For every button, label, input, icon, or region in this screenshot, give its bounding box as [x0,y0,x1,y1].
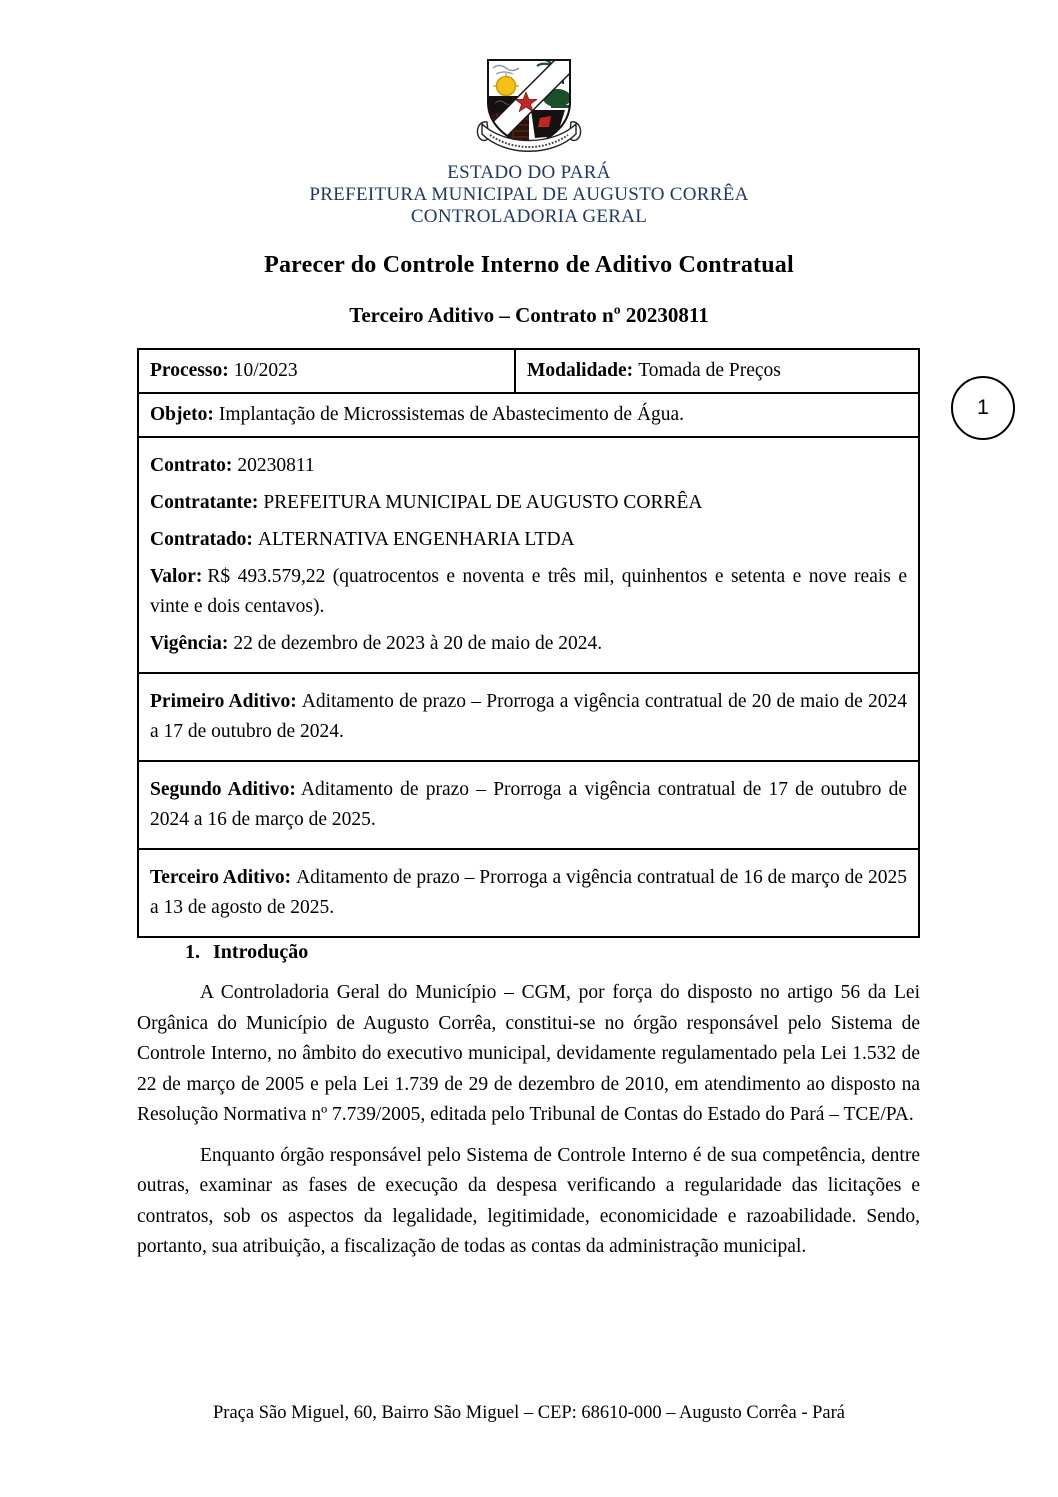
objeto-value: Implantação de Microssistemas de Abastecimento de Água. [218,404,685,425]
table-row-terceiro-aditivo [138,849,919,937]
page-number: 1 [977,396,989,419]
contratado-line [150,525,907,555]
page-footer: Praça São Miguel, 60, Bairro São Miguel – CEP: 68610-000 – Augusto Corrêa - Pará [213,1403,845,1423]
modalidade-value: Tomada de Preços [638,360,781,381]
section-number: 1. [185,941,200,963]
terceiro-aditivo-label: Terceiro Aditivo: [150,867,292,888]
segundo-aditivo-line [150,775,907,835]
intro-paragraph-1: A Controladoria Geral do Município – CGM, por força do disposto no artigo 56 da Lei Orgânica do Município de Augusto Corrêa, constitui-se no órgão responsável pelo Sistema de Controle Interno, no âmbito do executivo municipal, devidamente regulamentado pela Lei 1.532 de 22 de março de 2005 e pela Lei 1.739 de 29 de dezembro de 2010, em atendimento ao disposto na Resolução Normativa nº 7.739/2005, editada pelo Tribunal de Contas do Estado do Pará – TCE/PA. [137,982,920,1125]
primeiro-aditivo-label: Primeiro Aditivo: [150,691,297,712]
valor-value: R$ 493.579,22 (quatrocentos e noventa e três mil, quinhentos e setenta e nove reais e vinte e dois centavos). [150,566,907,617]
section-1-heading [185,941,308,964]
contrato-line [150,451,907,481]
primeiro-aditivo-value: Aditamento de prazo – Prorroga a vigência contratual de 20 de maio de 2024 a 17 de outubro de 2024. [150,691,907,742]
terceiro-aditivo-value: Aditamento de prazo – Prorroga a vigência contratual de 16 de março de 2025 a 13 de agosto de 2025. [150,867,907,918]
modalidade-label: Modalidade: [527,360,634,381]
table-row-segundo-aditivo [138,761,919,849]
processo-cell [138,349,515,393]
contratante-line [150,488,907,518]
table-row-primeiro-aditivo [138,673,919,761]
primeiro-aditivo-line [150,687,907,747]
contratado-value: ALTERNATIVA ENGENHARIA LTDA [257,529,575,550]
org-line-controladoria: CONTROLADORIA GERAL [410,206,648,227]
terceiro-aditivo-line [150,863,907,923]
contratante-value: PREFEITURA MUNICIPAL DE AUGUSTO CORRÊA [263,492,703,513]
objeto-label: Objeto: [150,404,214,425]
vigencia-line [150,629,907,659]
section-1-body [137,978,920,1273]
contrato-label: Contrato: [150,455,233,476]
valor-line [150,562,907,622]
coat-of-arms-icon [473,56,585,160]
contratante-label: Contratante: [150,492,259,513]
segundo-aditivo-value: Aditamento de prazo – Prorroga a vigência contratual de 17 de outubro de 2024 a 16 de março de 2025. [150,779,907,830]
table-row-processo-modalidade [138,349,919,393]
objeto-cell [138,393,919,437]
primeiro-aditivo-cell [138,673,919,761]
vigencia-value: 22 de dezembro de 2023 à 20 de maio de 2024. [233,633,603,654]
valor-label: Valor: [150,566,203,587]
segundo-aditivo-cell [138,761,919,849]
org-line-state: ESTADO DO PARÁ [447,162,611,183]
page-title: Parecer do Controle Interno de Aditivo Contratual [264,252,794,278]
modalidade-cell [515,349,919,393]
page-number-badge [951,376,1015,440]
section-title: Introdução [213,941,309,963]
intro-paragraph-2: Enquanto órgão responsável pelo Sistema de Controle Interno é de sua competência, dentre outras, examinar as fases de execução da despesa verificando a regularidade das licitações e contratos, sob os aspectos da legalidade, legitimidade, economicidade e razoabilidade. Sendo, portanto, sua atribuição, a fiscalização de todas as contas da administração municipal. [137,1144,920,1257]
table-row-objeto [138,393,919,437]
org-line-prefeitura: PREFEITURA MUNICIPAL DE AUGUSTO CORRÊA [309,184,749,205]
contract-info-table [137,348,920,938]
contrato-detalhes-cell [138,437,919,673]
segundo-aditivo-label: Segundo Aditivo: [150,779,296,800]
contrato-value: 20230811 [237,455,315,476]
contratado-label: Contratado: [150,529,253,550]
processo-label: Processo: [150,360,229,381]
processo-value: 10/2023 [233,360,298,381]
table-row-contrato-detalhes [138,437,919,673]
page-subtitle: Terceiro Aditivo – Contrato nº 20230811 [349,303,709,327]
document-header [0,56,1058,228]
terceiro-aditivo-cell [138,849,919,937]
vigencia-label: Vigência: [150,633,229,654]
